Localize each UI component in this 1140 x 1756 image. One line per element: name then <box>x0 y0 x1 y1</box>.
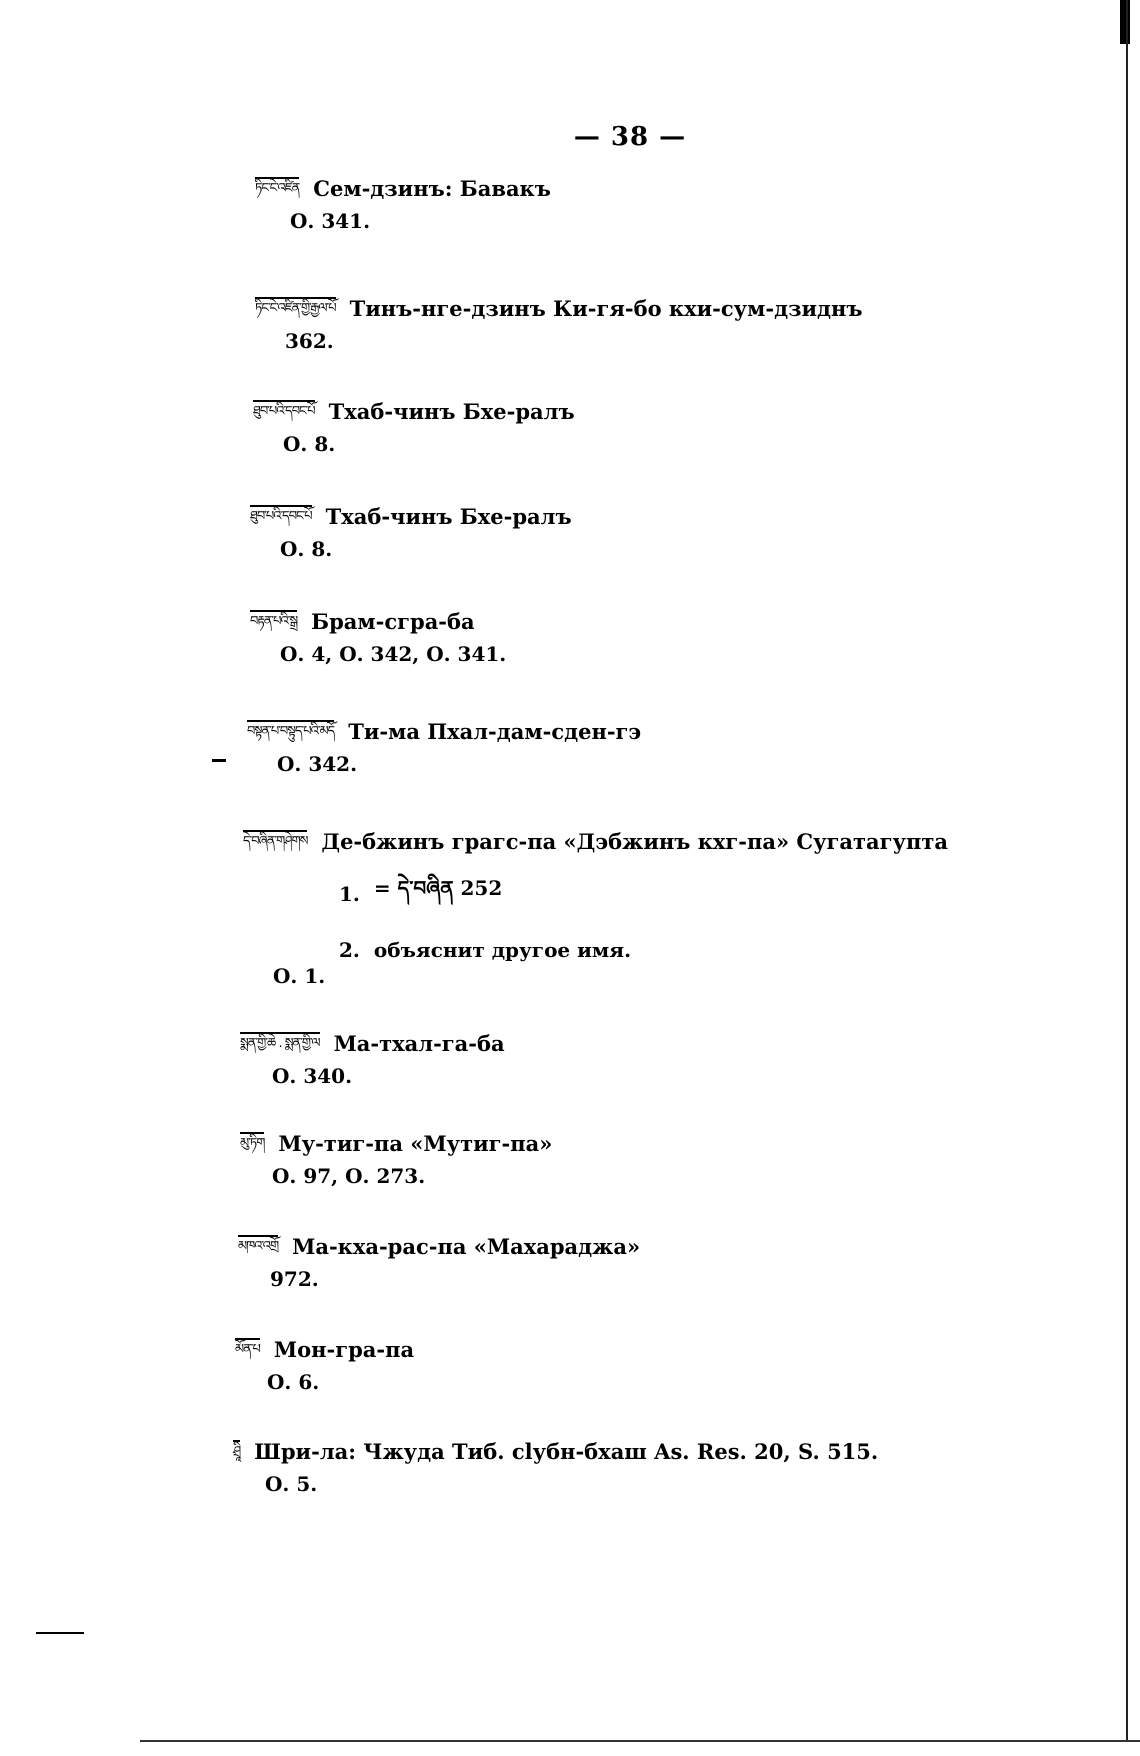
tibetan-headword: མཁའ་འགྲོ <box>238 1235 278 1253</box>
tibetan-headword: ཤྲཱི <box>233 1440 240 1458</box>
tibetan-headword: ཐུབ་པའི་དབང་པོ <box>250 505 312 523</box>
margin-dash <box>212 759 226 762</box>
entry-12 <box>233 1438 878 1496</box>
page-number: — 38 — <box>573 122 687 152</box>
entry-gloss: Тинъ-нге-дзинъ Ки-гя-бо кхи-сум-дзиднъ <box>349 296 863 321</box>
tibetan-headword: ཏིང་ངེ་འཛིན <box>255 177 299 195</box>
entry-gloss: Ма-кха-рас-па «Махараджа» <box>292 1234 641 1259</box>
entry-gloss: Му-тиг-па «Мутиг-па» <box>278 1131 553 1156</box>
sub-item-2 <box>339 938 948 962</box>
entry-1 <box>255 175 551 233</box>
sub-item-1 <box>339 866 948 922</box>
entry-reference: О. 341. <box>290 209 371 233</box>
entry-6 <box>247 718 641 776</box>
margin-mark <box>36 1632 84 1634</box>
sub-item-number: 1. <box>339 882 360 906</box>
entry-gloss: Тхаб-чинъ Бхе-ралъ <box>325 504 572 529</box>
entry-reference: О. 8. <box>283 432 336 456</box>
entry-11 <box>235 1336 414 1394</box>
entry-gloss: Шри-ла: Чжуда Тиб. сlубн-бхаш As. Res. 20, S. 515. <box>254 1439 879 1464</box>
entry-4 <box>250 503 572 561</box>
entry-gloss: Сем-дзинъ: Бавакъ <box>313 176 551 201</box>
sub-item-text: = དེ་བཞིན 252 <box>373 876 503 900</box>
entry-gloss: Брам-сгра-ба <box>311 609 475 634</box>
tibetan-headword: མོན་པ <box>235 1338 260 1356</box>
entry-gloss: Тхаб-чинъ Бхе-ралъ <box>328 399 575 424</box>
entry-reference: О. 97, О. 273. <box>272 1164 426 1188</box>
entry-reference: О. 342. <box>277 752 358 776</box>
sub-item-text: объяснит другое имя. <box>373 938 632 962</box>
page-bottom-edge <box>140 1740 1140 1742</box>
tibetan-headword: མུ་ཏིག <box>240 1132 264 1150</box>
entry-5 <box>250 608 506 666</box>
entry-gloss: Ти-ма Пхал-дам-сден-гэ <box>348 719 642 744</box>
entry-gloss: Ма-тхал-га-ба <box>333 1031 505 1056</box>
entry-8 <box>240 1030 505 1088</box>
entry-gloss: Де-бжинъ грагс-па «Дэбжинъ кхг-па» Сугатагупта <box>321 829 948 854</box>
entry-reference: О. 6. <box>267 1370 320 1394</box>
entry-7 <box>243 828 948 988</box>
entry-10 <box>238 1233 640 1291</box>
sub-item-number: 2. <box>339 938 360 962</box>
tibetan-headword: ཏིང་ངེ་འཛིན་གྱི་རྒྱལ་པོ <box>255 297 336 315</box>
entry-reference: О. 4, О. 342, О. 341. <box>280 642 507 666</box>
entry-reference: 972. <box>270 1267 319 1291</box>
entry-9 <box>240 1130 552 1188</box>
entry-gloss: Мон-гра-па <box>273 1337 415 1362</box>
entry-reference: О. 1. <box>273 964 326 988</box>
tibetan-headword: བརྟན་པའི་སྒྲ <box>250 610 297 628</box>
entry-2 <box>255 295 863 353</box>
entry-reference: О. 340. <box>272 1064 353 1088</box>
page-edge-right <box>1121 0 1128 1740</box>
entry-3 <box>253 398 575 456</box>
tibetan-headword: ཐུབ་པའི་དབང་པོ <box>253 400 315 418</box>
entry-reference: О. 8. <box>280 537 333 561</box>
tibetan-headword: སྨན་གྱི་ཆེ . སྨན་གྱི་ལ <box>240 1032 320 1050</box>
entry-reference: О. 5. <box>265 1472 318 1496</box>
tibetan-headword: བསྟན་པ་བསྟུད་པའི་མདོ <box>247 720 334 738</box>
tibetan-headword: དེ་བཞིན་གཤེགས <box>243 830 307 848</box>
entry-reference: 362. <box>285 329 334 353</box>
